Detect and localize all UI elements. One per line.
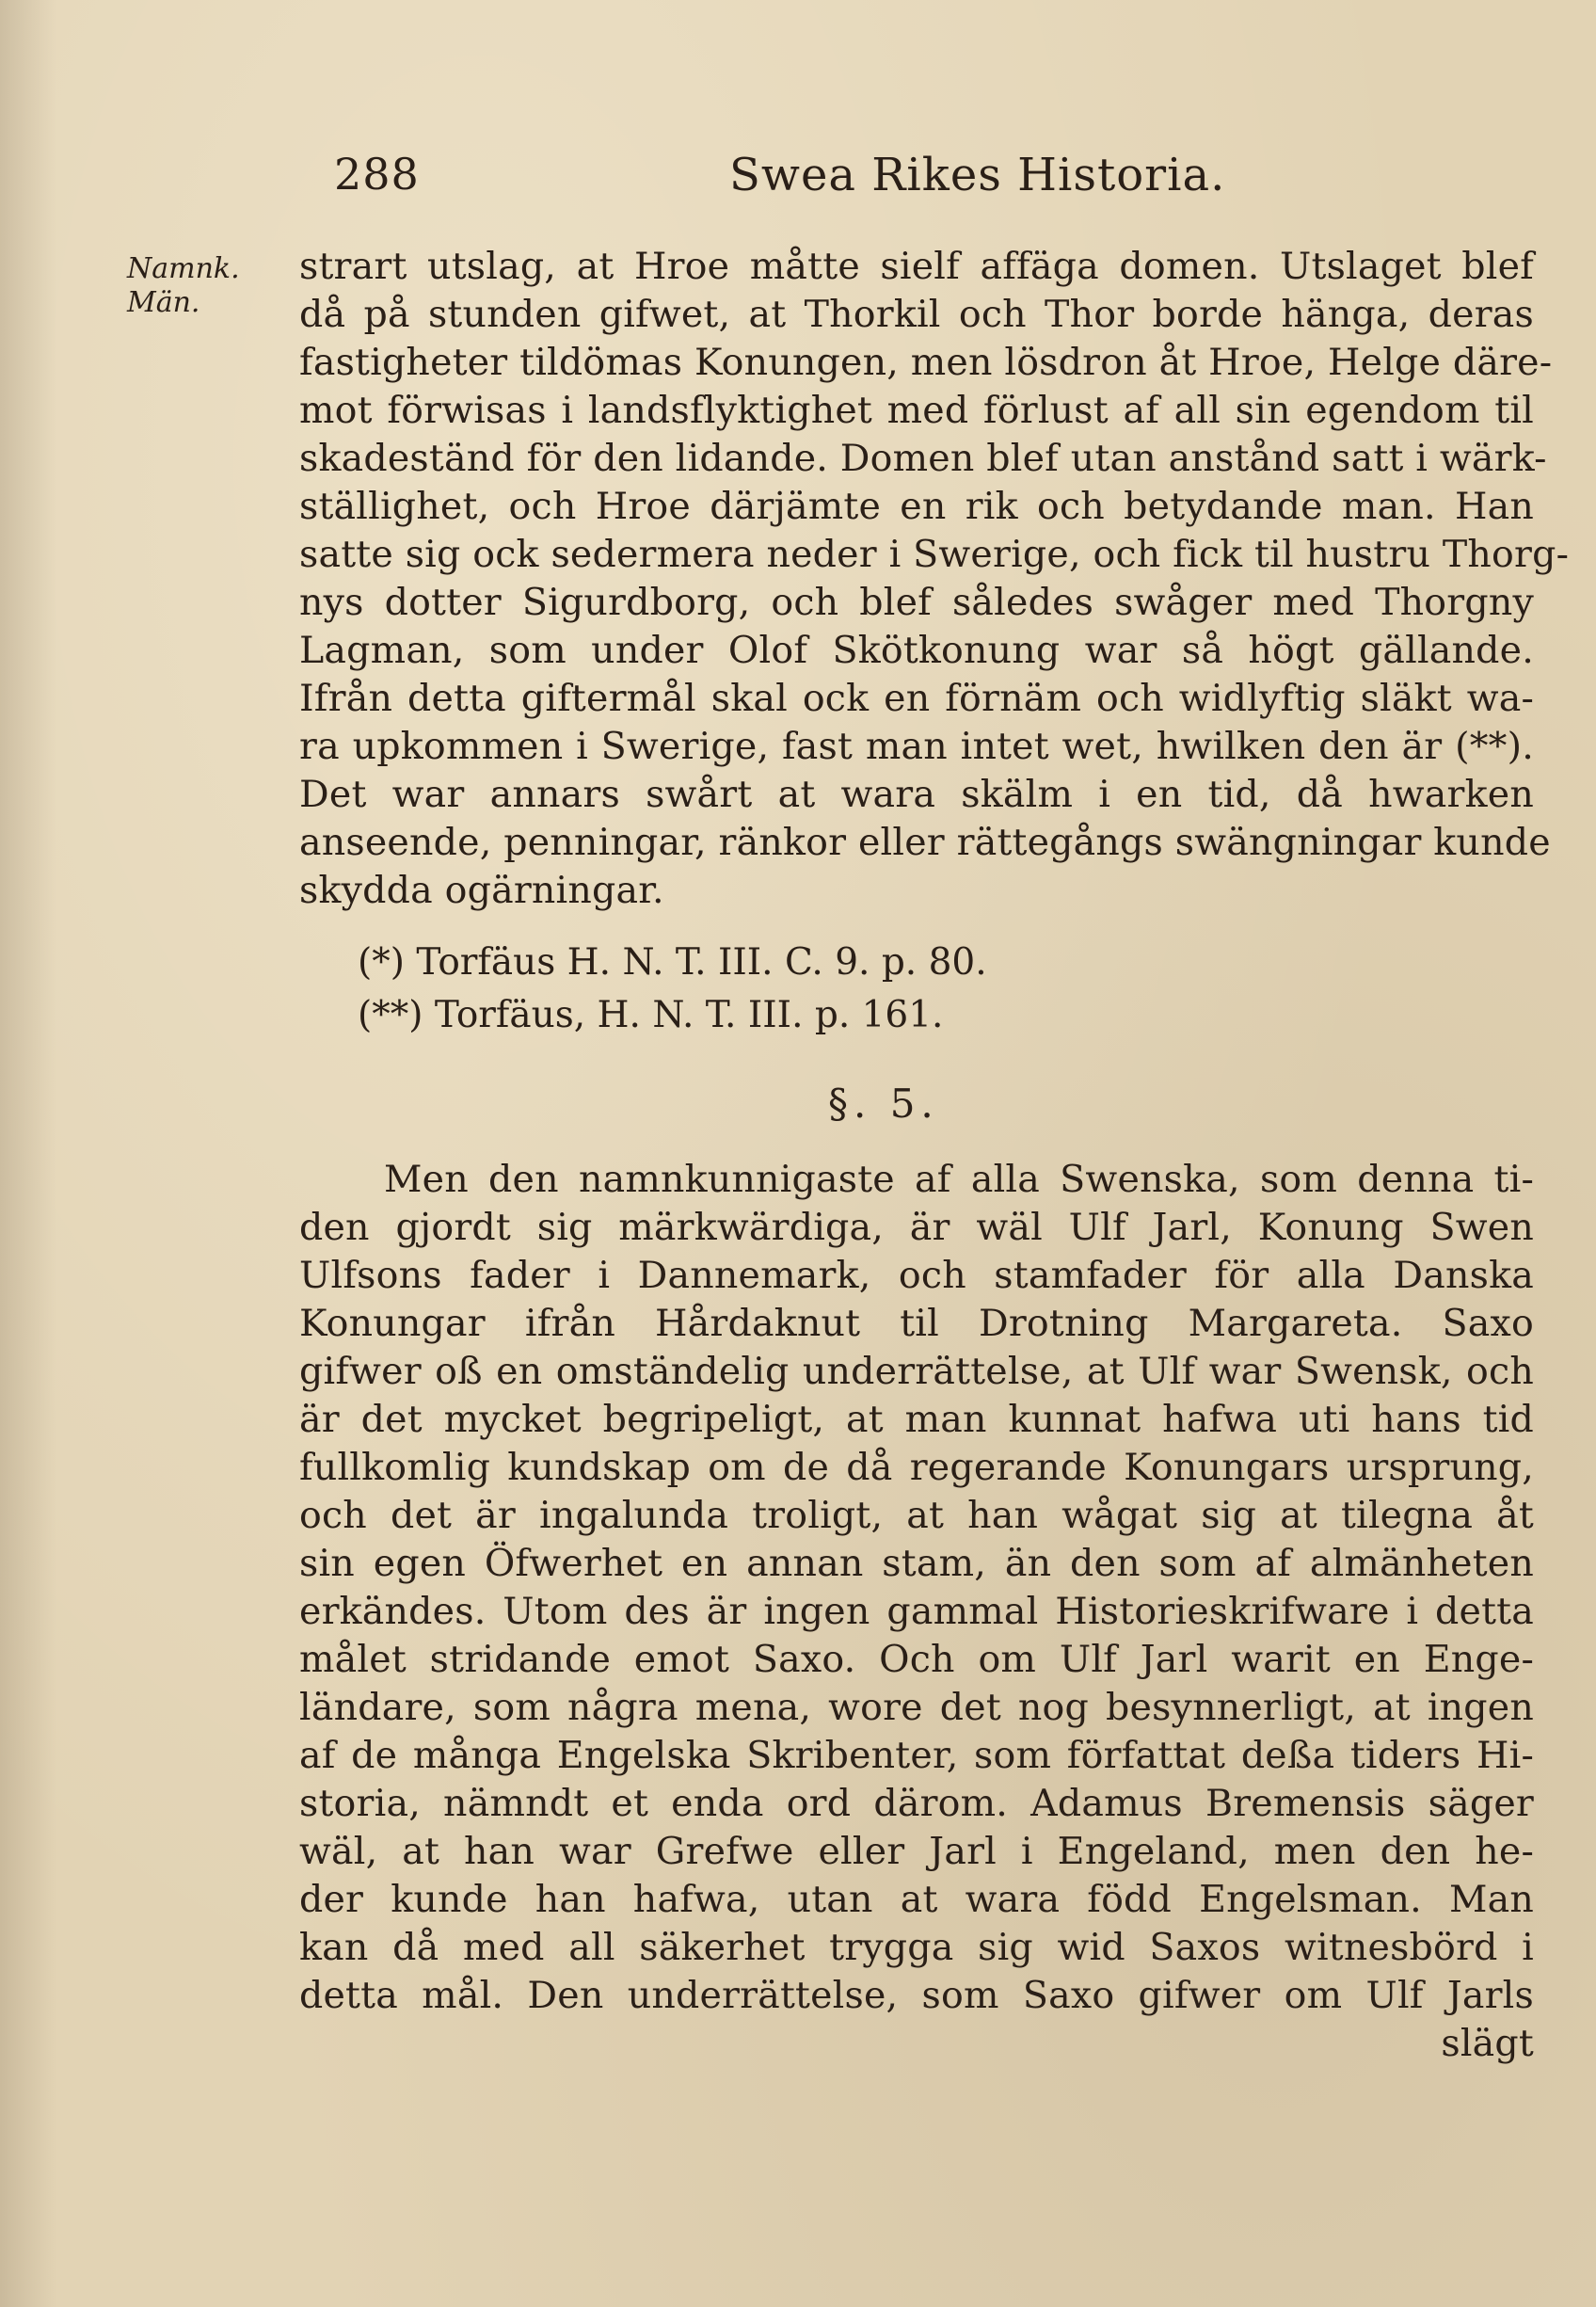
footnote: (**) Torfäus, H. N. T. III. p. 161. — [358, 994, 944, 1036]
text-line: Ifrån detta giftermål skal ock en förnäm och widlyftig släkt wa- — [299, 677, 1534, 720]
text-line: och det är ingalunda troligt, at han wågat sig at tilegna åt — [299, 1494, 1534, 1537]
running-title: Swea Rikes Historia. — [729, 149, 1226, 201]
text-line: erkändes. Utom des är ingen gammal Historieskrifware i detta — [299, 1590, 1534, 1633]
text-line: ländare, som några mena, wore det nog besynnerligt, at ingen — [299, 1686, 1534, 1729]
paragraph-1 — [299, 243, 1570, 915]
text-line: då på stunden gifwet, at Thorkil och Thor borde hänga, deras — [299, 293, 1534, 336]
text-line: fastigheter tildömas Konungen, men lösdron åt Hroe, Helge däre- — [299, 341, 1553, 384]
text-line: skydda ogärningar. — [299, 869, 664, 912]
text-line: Ulfsons fader i Dannemark, och stamfader för alla Danska — [299, 1254, 1534, 1297]
text-line: ställighet, och Hroe därjämte en rik och betydande man. Han — [299, 485, 1534, 528]
text-line: gifwer oß en omständelig underrättelse, at Ulf war Swensk, och — [299, 1350, 1534, 1393]
section-heading: §. 5. — [828, 1081, 939, 1127]
text-line: målet stridande emot Saxo. Och om Ulf Jarl warit en Enge- — [299, 1638, 1534, 1681]
text-line: nys dotter Sigurdborg, och blef således swåger med Thorgny — [299, 581, 1534, 624]
text-line: Men den namnkunnigaste af alla Swenska, som denna ti- — [384, 1158, 1534, 1201]
text-line: Det war annars swårt at wara skälm i en tid, då hwarken — [299, 773, 1534, 816]
text-line: ra upkommen i Swerige, fast man intet wet, hwilken den är (**). — [299, 725, 1534, 768]
text-line: sin egen Öfwerhet en annan stam, än den som af almänheten — [299, 1542, 1534, 1585]
text-line: wäl, at han war Grefwe eller Jarl i Engeland, men den he- — [299, 1830, 1534, 1873]
text-line: detta mål. Den underrättelse, som Saxo gifwer om Ulf Jarls — [299, 1974, 1534, 2017]
spine-shadow — [0, 0, 56, 2307]
text-line: storia, nämndt et enda ord därom. Adamus Bremensis säger — [299, 1782, 1534, 1825]
text-line: af de många Engelska Skribenter, som författat deßa tiders Hi- — [299, 1734, 1534, 1777]
text-line: Lagman, som under Olof Skötkonung war så högt gällande. — [299, 629, 1534, 672]
margin-note — [127, 252, 240, 320]
page-header — [334, 149, 1534, 205]
text-line: fullkomlig kundskap om de då regerande Konungars ursprung, — [299, 1446, 1534, 1489]
catchword: slägt — [1441, 2022, 1534, 2065]
text-line: mot förwisas i landsflyktighet med förlust af all sin egendom til — [299, 389, 1534, 432]
text-line: Konungar ifrån Hårdaknut til Drotning Margareta. Saxo — [299, 1302, 1534, 1345]
text-line: skadeständ för den lidande. Domen blef utan anstånd satt i wärk- — [299, 437, 1547, 480]
margin-note-line: Namnk. — [127, 252, 240, 285]
text-line: den gjordt sig märkwärdiga, är wäl Ulf Jarl, Konung Swen — [299, 1206, 1534, 1249]
text-line: der kunde han hafwa, utan at wara född Engelsman. Man — [299, 1878, 1534, 1921]
text-line: anseende, penningar, ränkor eller rättegångs swängningar kunde — [299, 821, 1551, 864]
footnote: (*) Torfäus H. N. T. III. C. 9. p. 80. — [358, 941, 987, 984]
margin-note-line: Män. — [127, 286, 200, 319]
text-line: kan då med all säkerhet trygga sig wid Saxos witnesbörd i — [299, 1926, 1534, 1969]
text-line: är det mycket begripeligt, at man kunnat hafwa uti hans tid — [299, 1398, 1534, 1441]
footnotes — [358, 937, 987, 1042]
text-line: strart utslag, at Hroe måtte sielf affäga domen. Utslaget blef — [299, 245, 1534, 288]
text-line: satte sig ock sedermera neder i Swerige, och fick til hustru Thorg- — [299, 533, 1570, 576]
paragraph-2 — [299, 1156, 1534, 2068]
page-number: 288 — [334, 149, 420, 200]
